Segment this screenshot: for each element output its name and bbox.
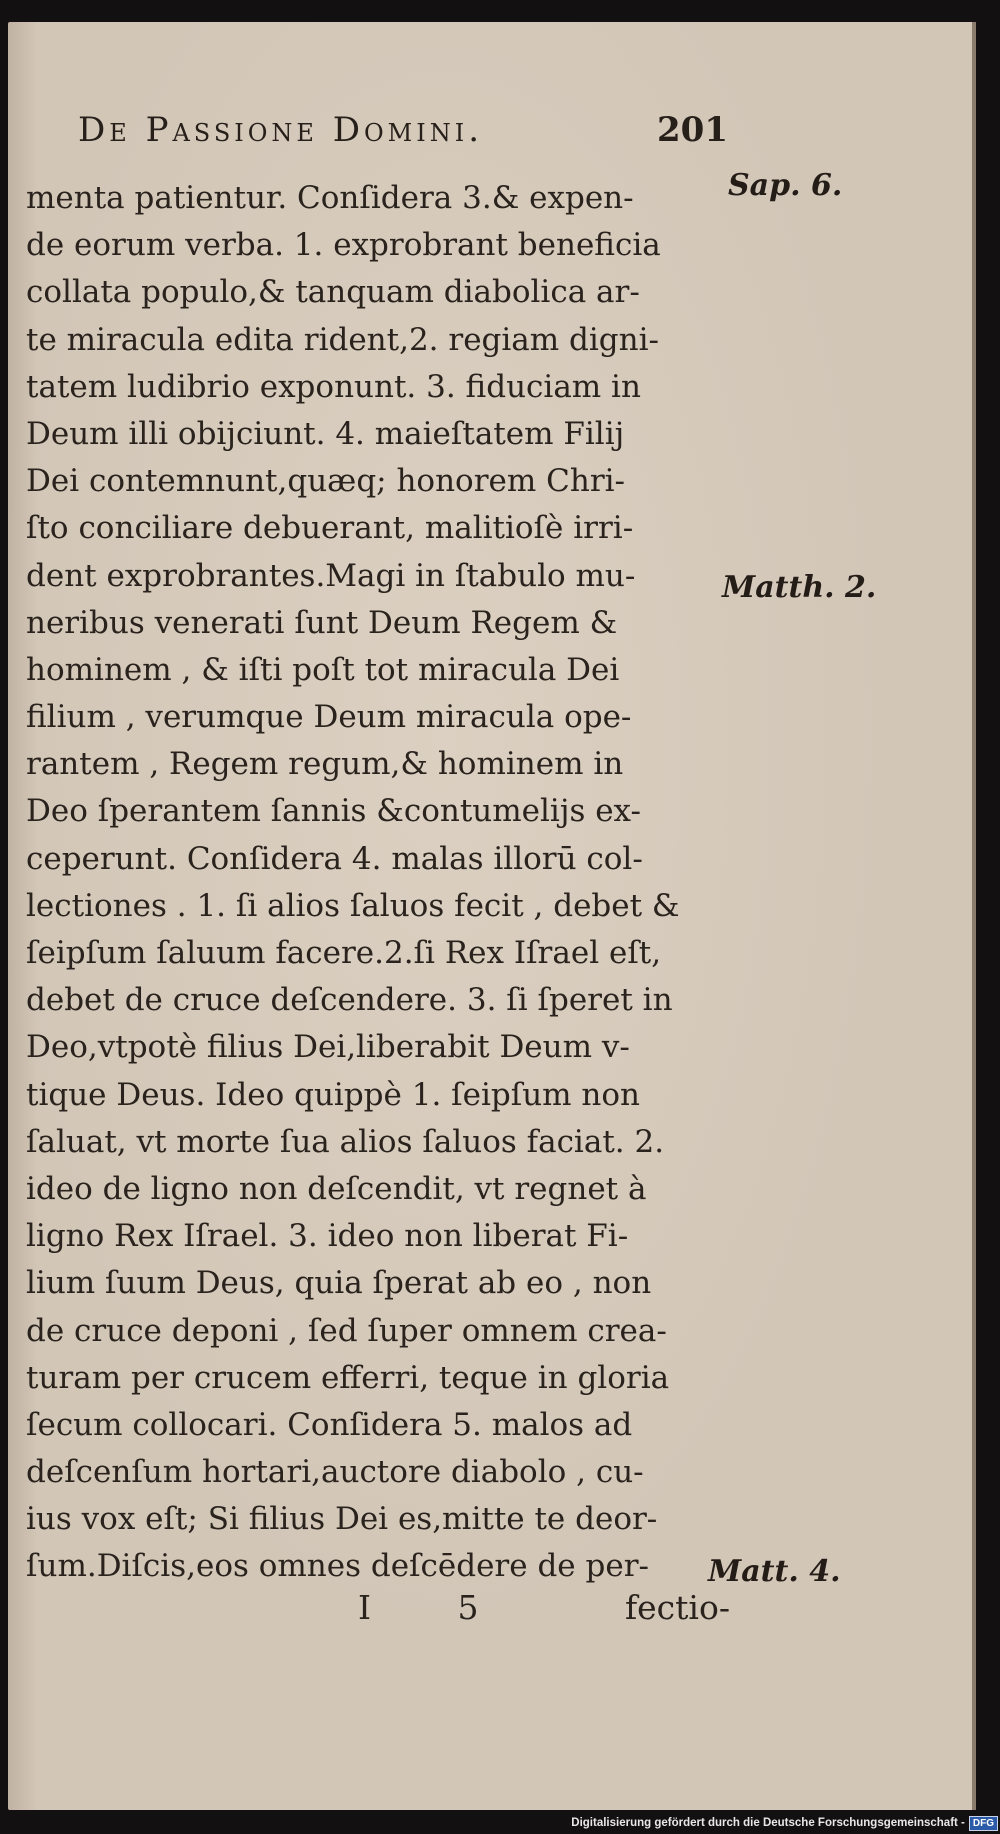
text-line: turam per crucem efferri, teque in gloria (26, 1359, 670, 1396)
text-line: rantem , Regem regum,& hominem in (26, 746, 624, 783)
text-line: neribus venerati ſunt Deum Regem & (26, 604, 618, 641)
signature-mark: I 5 (358, 1588, 517, 1627)
text-line: ſeipſum ſaluum facere.2.ſi Rex Iſrael eſt, (26, 935, 662, 971)
text-line: deſcenſum hortari,auctore diabolo , cu- (26, 1454, 644, 1491)
text-line: de eorum verba. 1. exprobrant beneficia (26, 227, 661, 264)
page-edge (972, 22, 976, 1810)
text-line: menta patientur. Conſidera 3.& expen- (26, 180, 634, 216)
text-line: Deo ſperantem ſannis &contumelijs ex- (26, 793, 641, 830)
text-line: filium , verumque Deum miracula ope- (26, 699, 632, 736)
text-line: ideo de ligno non deſcendit, vt regnet à (26, 1170, 647, 1207)
body-text (26, 175, 726, 1591)
dfg-logo: DFG (969, 1816, 998, 1831)
margin-note-sap: Sap. 6. (728, 168, 843, 203)
text-line: debet de cruce deſcendere. 3. ſi ſperet in (26, 982, 673, 1019)
catchword: fectio- (624, 1588, 730, 1627)
text-line: Deo,vtpotè filius Dei,liberabit Deum v- (26, 1029, 630, 1066)
text-line: ſecum collocari. Conſidera 5. malos ad (26, 1406, 633, 1443)
text-line: lium ſuum Deus, quia ſperat ab eo , non (26, 1265, 652, 1302)
text-line: Dei contemnunt,quæq; honorem Chri- (26, 463, 626, 500)
text-line: ſum.Diſcis,eos omnes deſcēdere de per- (26, 1548, 649, 1585)
page-footer (350, 1588, 730, 1638)
credit-text: Digitalisierung gefördert durch die Deutsche Forschungsgemeinschaft - (571, 1817, 965, 1829)
running-title: De Passione Domini. (78, 110, 484, 150)
margin-note-matt: Matt. 4. (708, 1554, 841, 1589)
text-line: ius vox eſt; Si filius Dei es,mitte te deor- (26, 1501, 658, 1538)
text-line: de cruce deponi , ſed ſuper omnem crea- (26, 1312, 667, 1349)
running-head (78, 110, 728, 162)
text-line: ceperunt. Conſidera 4. malas illorū col- (26, 840, 643, 877)
page-number: 201 (657, 110, 728, 150)
digitization-credit (571, 1814, 998, 1832)
text-line: ſto conciliare debuerant, malitioſè irri- (26, 510, 634, 547)
text-line: Deum illi obijciunt. 4. maieſtatem Filij (26, 415, 625, 452)
text-line: tique Deus. Ideo quippè 1. ſeipſum non (26, 1076, 641, 1113)
text-line: tatem ludibrio exponunt. 3. fiduciam in (26, 368, 641, 405)
text-line: ligno Rex Iſrael. 3. ideo non liberat Fi- (26, 1218, 629, 1255)
text-line: lectiones . 1. ſi alios ſaluos fecit , debet & (26, 887, 680, 924)
text-line: collata populo,& tanquam diabolica ar- (26, 274, 640, 311)
text-line: dent exprobrantes.Magi in ſtabulo mu- (26, 557, 636, 594)
margin-note-matth: Matth. 2. (722, 570, 877, 605)
text-line: te miracula edita rident,2. regiam digni- (26, 321, 659, 358)
text-line: ſaluat, vt morte ſua alios ſaluos faciat. 2. (26, 1123, 665, 1160)
text-line: hominem , & iſti poſt tot miracula Dei (26, 651, 620, 688)
